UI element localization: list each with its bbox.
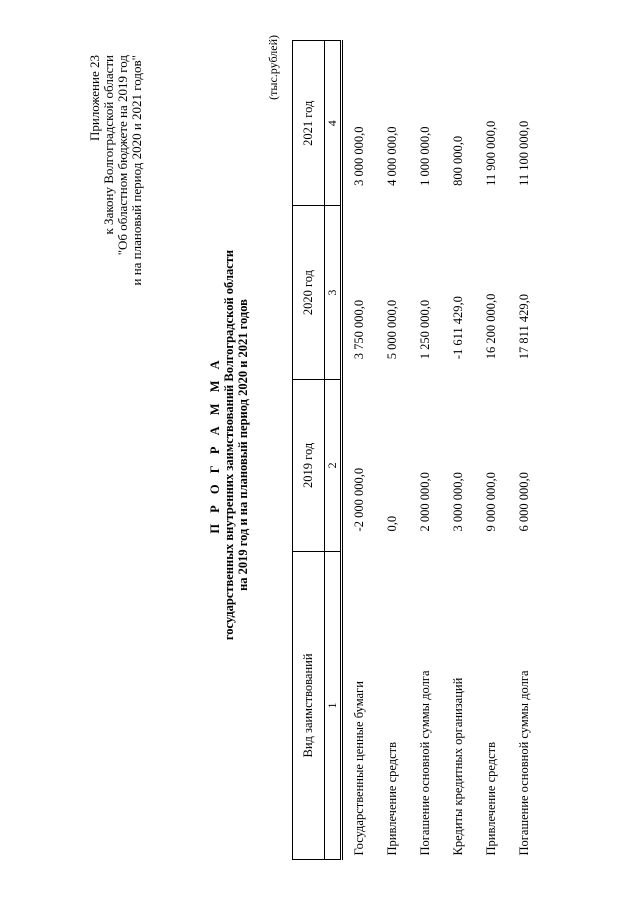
appendix-block: [88, 55, 144, 315]
units-label: (тыс.рублей): [266, 35, 280, 100]
row-value: 11 900 000,0: [484, 120, 498, 186]
column-number: 2: [325, 379, 342, 551]
row-value: 1 000 000,0: [418, 126, 432, 186]
column-number: 3: [325, 206, 342, 379]
table-header-row: [293, 41, 325, 860]
row-value: 9 000 000,0: [484, 472, 498, 532]
row-value: 16 200 000,0: [484, 293, 498, 360]
law-line: к Закону Волгоградской области: [101, 55, 116, 235]
column-number: 4: [325, 41, 342, 206]
table-row: [442, 41, 475, 860]
table-row: [475, 41, 508, 860]
column-header: 2019 год: [293, 379, 325, 551]
table-row: [376, 41, 409, 860]
row-value: 1 250 000,0: [418, 299, 432, 360]
borrowings-table: [292, 40, 541, 860]
row-value: 3 000 000,0: [352, 126, 366, 186]
row-value: 0,0: [385, 515, 399, 532]
appendix-title: Приложение 23: [87, 55, 102, 142]
heading-line-2: на 2019 год и на плановый период 2020 и 2021 годов: [236, 299, 250, 591]
program-heading: [208, 225, 250, 665]
row-name: Кредиты кредитных организаций: [451, 677, 465, 856]
row-value: 17 811 429,0: [517, 294, 531, 360]
table-row: [342, 41, 377, 860]
column-number: 1: [325, 551, 342, 859]
row-value: -2 000 000,0: [352, 467, 366, 532]
law-line: и на плановый период 2020 и 2021 годов": [129, 55, 144, 286]
row-name: Погашение основной суммы долга: [418, 670, 432, 856]
heading-word: П Р О Г Р А М М А: [208, 356, 222, 534]
row-name: Привлечение средств: [484, 741, 498, 856]
row-name: Погашение основной суммы долга: [517, 670, 531, 856]
row-value: 2 000 000,0: [418, 472, 432, 532]
row-value: 11 100 000,0: [517, 120, 531, 186]
law-line: "Об областном бюджете на 2019 год: [115, 55, 130, 256]
row-value: 800 000,0: [451, 135, 465, 186]
row-value: 4 000 000,0: [385, 126, 399, 186]
column-header: 2020 год: [293, 206, 325, 379]
table-row: [508, 41, 541, 860]
column-header: Вид заимствований: [293, 551, 325, 859]
table-row: [409, 41, 442, 860]
column-header: 2021 год: [293, 41, 325, 206]
row-value: 3 750 000,0: [352, 299, 366, 360]
row-value: 3 000 000,0: [451, 472, 465, 532]
row-value: -1 611 429,0: [451, 296, 465, 360]
row-value: 5 000 000,0: [385, 299, 399, 360]
row-name: Привлечение средств: [385, 741, 399, 856]
column-number-row: [325, 41, 342, 860]
row-name: Государственные ценные бумаги: [352, 681, 366, 856]
row-value: 6 000 000,0: [517, 472, 531, 532]
heading-line-1: государственных внутренних заимствований Волгоградской области: [222, 249, 236, 641]
